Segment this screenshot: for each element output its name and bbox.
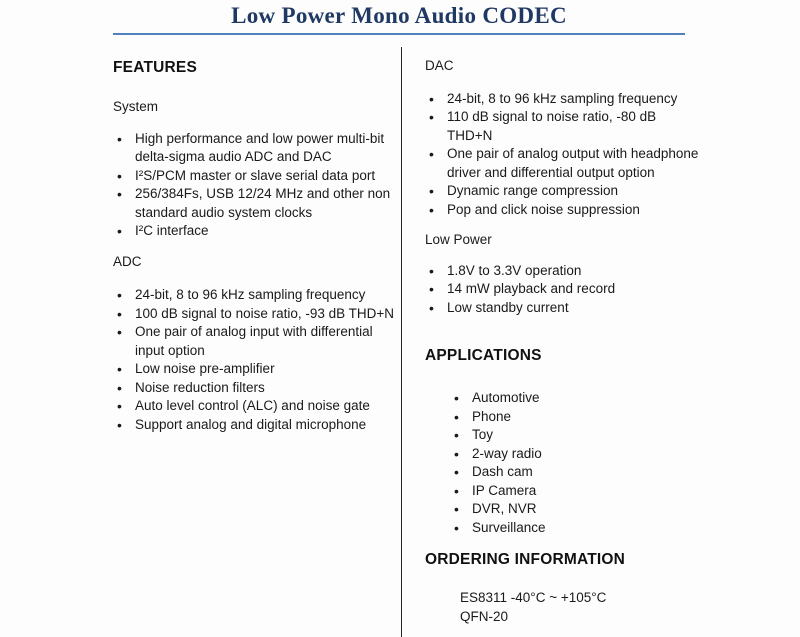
list-item: • 24-bit, 8 to 96 kHz sampling frequency	[113, 286, 395, 305]
low-power-section-label: Low Power	[425, 232, 492, 247]
list-item: • Pop and click noise suppression	[425, 201, 701, 220]
list-item: • One pair of analog input with differential input option	[113, 323, 395, 360]
list-item: • One pair of analog output with headphone driver and differential output option	[425, 145, 701, 182]
list-item: • 100 dB signal to noise ratio, -93 dB THD+N	[113, 305, 395, 324]
ordering-package-line: QFN-20	[460, 608, 509, 624]
list-item: • 110 dB signal to noise ratio, -80 dB THD+N	[425, 108, 701, 145]
list-item: • Dash cam	[425, 463, 701, 482]
system-section-label: System	[113, 99, 159, 114]
list-item: • Phone	[425, 408, 701, 427]
applications-heading: APPLICATIONS	[425, 347, 542, 364]
adc-section-label: ADC	[113, 253, 142, 269]
list-item: • 2-way radio	[425, 445, 701, 464]
dac-section-label: DAC	[425, 58, 454, 73]
page-title: Low Power Mono Audio CODEC	[231, 3, 567, 28]
list-item: • DVR, NVR	[425, 500, 701, 519]
list-item: • Dynamic range compression	[425, 182, 701, 201]
column-divider	[401, 47, 402, 637]
list-item: • Toy	[425, 426, 701, 445]
title-rule	[113, 33, 685, 35]
features-heading: FEATURES	[113, 59, 197, 76]
list-item: • IP Camera	[425, 482, 701, 501]
list-item: • Noise reduction filters	[113, 379, 395, 398]
left-column	[113, 59, 395, 434]
list-item: • Automotive	[425, 389, 701, 408]
list-item: • High performance and low power multi-bit delta-sigma audio ADC and DAC	[113, 130, 395, 167]
list-item: • 256/384Fs, USB 12/24 MHz and other non standard audio system clocks	[113, 185, 395, 222]
right-column	[425, 57, 701, 626]
system-bullet-list	[113, 130, 395, 241]
dac-bullet-list	[425, 90, 701, 220]
list-item: • 14 mW playback and record	[425, 280, 701, 299]
list-item: • Low standby current	[425, 299, 701, 318]
list-item: • 24-bit, 8 to 96 kHz sampling frequency	[425, 90, 701, 109]
adc-bullet-list	[113, 286, 395, 434]
list-item: • I²C interface	[113, 222, 395, 241]
applications-list	[425, 389, 701, 537]
list-item: • 1.8V to 3.3V operation	[425, 262, 701, 281]
ordering-heading: ORDERING INFORMATION	[425, 551, 626, 568]
ordering-part-line: ES8311 -40°C ~ +105°C	[460, 590, 607, 605]
list-item: • Surveillance	[425, 519, 701, 538]
list-item: • Support analog and digital microphone	[113, 416, 395, 435]
list-item: • I²S/PCM master or slave serial data port	[113, 167, 395, 186]
low-power-bullet-list	[425, 262, 701, 318]
list-item: • Low noise pre-amplifier	[113, 360, 395, 379]
list-item: • Auto level control (ALC) and noise gate	[113, 397, 395, 416]
ordering-info-block	[460, 589, 701, 626]
